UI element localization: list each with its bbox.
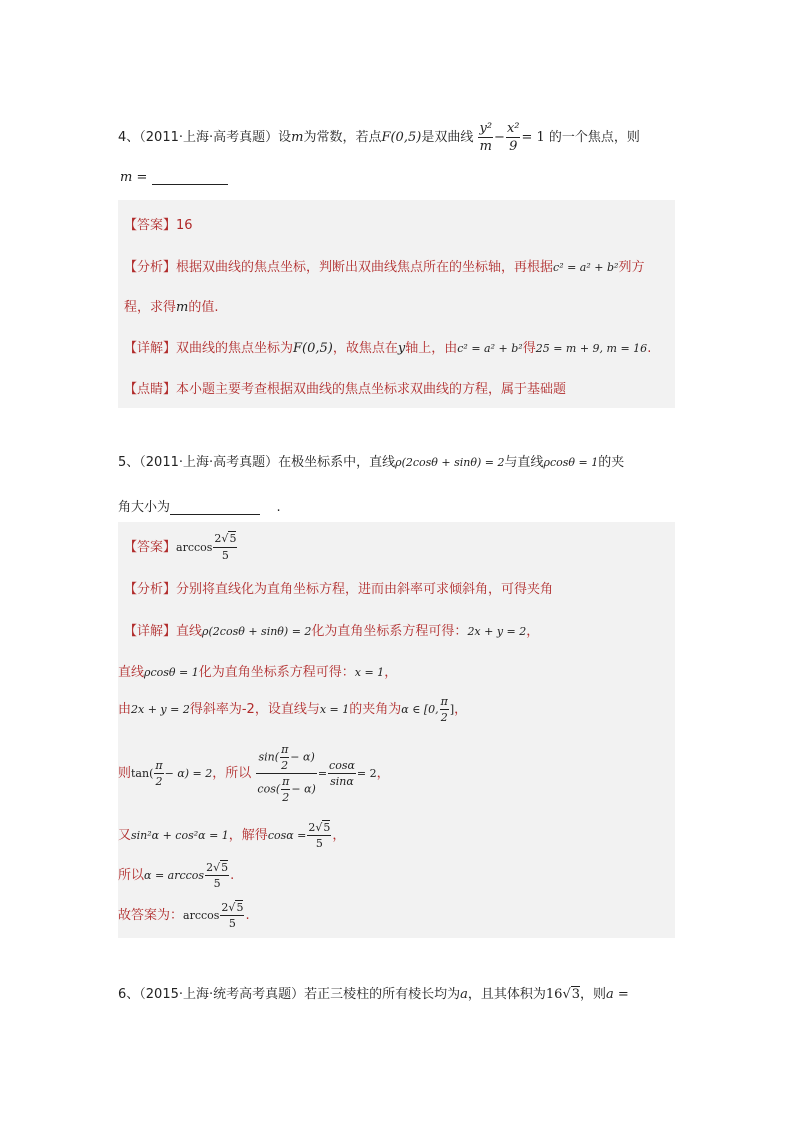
answer-arccos: arccos [176,541,213,554]
d2-text: 直线 [118,665,145,680]
d4-tan: tan( [131,767,154,780]
q4-minus: − [494,130,505,145]
d6-text: 所以 [118,868,145,883]
d5-text-2: ，解得 [228,828,268,843]
detail-end: . [647,341,652,356]
d3-pi-frac: $\frac{\pi}{2}$ [440,695,448,724]
q5-question-line [118,451,624,470]
d4-text: 则 [118,766,132,781]
analysis-tag: 【分析】 [124,582,177,597]
q6-text1: ，且其体积为 [467,987,546,1002]
d3-end: ， [454,702,468,717]
d6-frac: $\frac{2√5}{5}$ [206,861,229,890]
q5-blank-line [118,496,281,515]
q4-analysis [124,256,644,275]
d4-end: ， [376,766,390,781]
q5-detail-1 [124,620,539,639]
analysis-text: 根据双曲线的焦点坐标，判断出双曲线焦点所在的坐标轴，再根据 [176,260,554,275]
q4-text1: 为常数，若点 [303,130,382,145]
d3-eq: 2x + y = 2 [131,703,190,716]
q6-a-eq: a = [606,987,629,1002]
d3-text: 由 [118,702,132,717]
d2-end: ， [384,665,398,680]
q5-text4: . [276,500,281,515]
q5-analysis [124,578,553,597]
d7-eq: arccos [183,909,220,922]
d4-text-2: ，所以 [212,766,252,781]
d2-result: x = 1 [354,666,385,679]
q5-detail-6 [118,856,234,896]
q6-volume: 16√3 [545,987,581,1002]
q4-eq-one: = 1 [521,130,545,145]
q4-note [124,378,566,397]
d4-result: = 2 [356,767,377,780]
detail-formula: c² = a² + b² [457,342,523,355]
d3-text-3: 的夹角为 [349,702,402,717]
analysis-text: 分别将直线化为直角坐标方程，进而由斜率可求倾斜角，可得夹角 [176,582,554,597]
detail-point-f: F(0,5) [293,341,333,356]
detail-text-2: ，故焦点在 [332,341,398,356]
q4-text2: 是双曲线 [421,130,474,145]
d1-text-2: 化为直角坐标系方程可得： [311,624,468,639]
analysis-text-2: 列方 [618,260,645,275]
note-tag: 【点睛】 [124,382,177,397]
q4-label: 4、（2011·上海·高考真题）设 [118,130,292,145]
q5-detail-3 [118,692,467,728]
q4-frac-x: $\frac{\text{x²}}{9}$ [506,121,520,154]
d5-frac: $\frac{2√5}{5}$ [308,821,331,850]
detail-y: y [397,341,406,356]
d6-end: . [230,868,235,883]
answer-tag: 【答案】 [124,540,177,555]
q5-solution-box [118,522,675,938]
q5-answer [124,526,238,570]
q5-detail-7 [118,896,250,936]
d6-eq: α = arccos [144,869,205,882]
q5-answer-blank [170,501,260,515]
q5-detail-2 [118,661,397,680]
analysis-text-4: 的值. [188,300,219,315]
detail-text-4: 得 [522,341,536,356]
analysis-formula: c² = a² + b² [553,261,619,274]
d1-end: ， [526,624,540,639]
detail-text-3: 轴上，由 [405,341,458,356]
d4-cos-sin-frac: $\frac{\cos\alpha}{\sin\alpha}$ [329,759,355,788]
q5-text3: 角大小为 [118,500,171,515]
d4-pi-frac: $\frac{\pi}{2}$ [155,759,163,788]
q4-m-eq: m = [120,170,148,185]
d5-text: 又 [118,828,132,843]
q4-answer-blank [152,171,228,185]
detail-result: 25 = m + 9, m = 16 [535,342,648,355]
d2-text-2: 化为直角坐标系方程可得： [198,665,355,680]
d3-eq2: x = 1 [319,703,350,716]
q4-m: m [291,130,304,145]
d5-eq: sin²α + cos²α = 1 [131,829,229,842]
q5-text2: 的夹 [598,455,625,470]
q5-eq1: ρ(2cosθ + sinθ) = 2 [395,456,505,469]
q5-label: 5、（2011·上海·高考真题）在极坐标系中，直线 [118,455,396,470]
analysis-tag: 【分析】 [124,260,177,275]
q4-analysis-cont [124,296,218,315]
q4-solution-box [118,200,675,408]
d3-text-2: 得斜率为-2，设直线与 [189,702,320,717]
d7-frac: $\frac{2√5}{5}$ [221,901,244,930]
d7-text: 故答案为： [118,908,184,923]
d1-result: 2x + y = 2 [467,625,527,638]
q6-question-line [118,983,629,1002]
answer-frac: $\frac{2√5}{5}$ [214,531,237,562]
q5-eq2: ρcosθ = 1 [543,456,599,469]
q4-detail [124,337,651,356]
q4-answer [124,214,193,233]
detail-text: 双曲线的焦点坐标为 [176,341,294,356]
q4-blank-line [120,170,228,185]
detail-tag: 【详解】 [124,341,177,356]
d5-cos: cosα = [267,829,307,842]
q6-a: a [460,987,468,1002]
q4-text3: 的一个焦点，则 [548,130,640,145]
q4-point-f: F(0,5) [381,130,422,145]
d4-big-frac: sin( $\frac{\pi}{2}$ − α) cos( $\frac{\pi}{2}$ − α) [257,743,316,804]
d1-text: 直线 [176,624,203,639]
note-text: 本小题主要考查根据双曲线的焦点坐标求双曲线的方程，属于基础题 [176,382,567,397]
d3-close: ] [449,703,455,716]
answer-tag: 【答案】 [124,218,177,233]
answer-value: 16 [176,218,193,233]
d5-end: ， [332,828,346,843]
d4-mid: − α) = 2 [164,767,213,780]
d7-end: . [245,908,250,923]
d2-eq: ρcosθ = 1 [144,666,199,679]
q4-question-line [118,118,640,158]
q5-detail-4 [118,743,390,804]
q6-text2: ，则 [580,987,607,1002]
q5-detail-5 [118,816,345,856]
q4-frac-y: $\frac{\text{y²}}{m}$ [479,121,493,154]
d1-eq: ρ(2cosθ + sinθ) = 2 [202,625,312,638]
analysis-m: m [176,300,189,315]
detail-tag: 【详解】 [124,624,177,639]
d4-eq: = [317,767,328,780]
analysis-text-3: 程，求得 [124,300,177,315]
q6-label: 6、（2015·上海·统考高考真题）若正三棱柱的所有棱长均为 [118,987,461,1002]
q5-text1: 与直线 [504,455,544,470]
d3-interval: α ∈ [0, [401,703,439,716]
